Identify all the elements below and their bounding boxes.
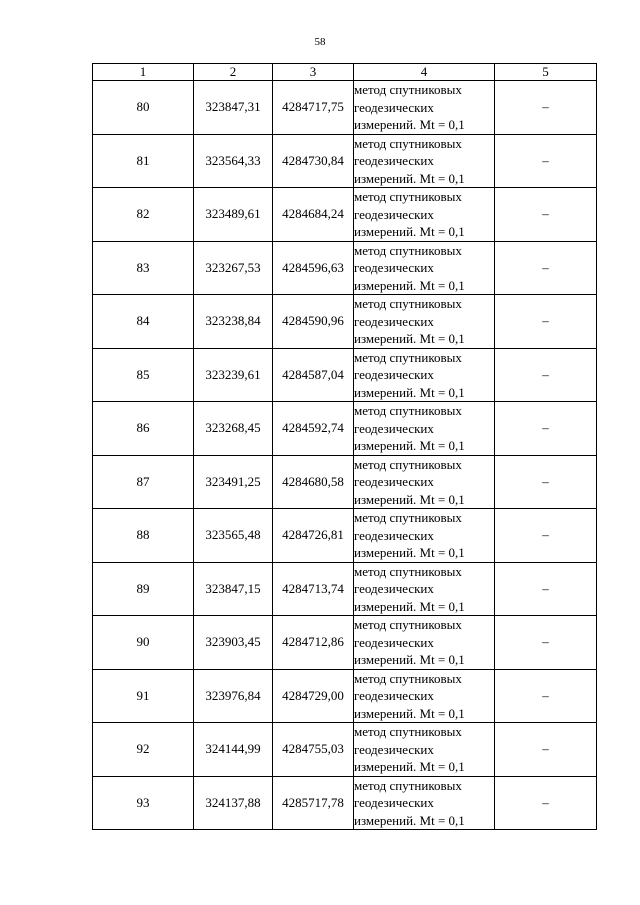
point-number-cell: 80 [93, 81, 194, 135]
method-line: геодезических [354, 688, 434, 703]
table-row [93, 616, 597, 670]
method-line: метод спутниковых [354, 617, 462, 632]
point-number-cell: 84 [93, 295, 194, 349]
method-line: геодезических [354, 474, 434, 489]
method-line: измерений. Mt = 0,1 [354, 812, 465, 828]
table-row [93, 509, 597, 563]
method-line: измерений. Mt = 0,1 [354, 170, 465, 186]
method-cell [354, 348, 495, 402]
method-line: метод спутниковых [354, 296, 462, 311]
y-coordinate-cell: 4284587,04 [273, 348, 354, 402]
method-cell [354, 188, 495, 242]
note-cell: – [495, 669, 597, 723]
x-coordinate-cell: 323239,61 [194, 348, 273, 402]
method-cell [354, 455, 495, 509]
method-line: измерений. Mt = 0,1 [354, 117, 465, 132]
method-line: измерений. Mt = 0,1 [354, 598, 465, 614]
method-line: метод спутниковых [354, 189, 462, 204]
header-col-1: 1 [93, 64, 194, 81]
page-number: 58 [314, 36, 326, 48]
y-coordinate-cell: 4284712,86 [273, 616, 354, 670]
x-coordinate-cell: 323847,31 [194, 81, 273, 135]
header-col-2: 2 [194, 64, 273, 81]
method-line: измерений. Mt = 0,1 [354, 491, 465, 507]
y-coordinate-cell: 4284755,03 [273, 723, 354, 777]
x-coordinate-cell: 323847,15 [194, 562, 273, 616]
method-line: метод спутниковых [354, 403, 462, 418]
method-line: геодезических [354, 741, 434, 757]
x-coordinate-cell: 323976,84 [194, 669, 273, 723]
point-number-cell: 82 [93, 188, 194, 242]
header-col-5: 5 [495, 64, 597, 81]
table-header [93, 64, 597, 81]
method-cell [354, 295, 495, 349]
table-row [93, 402, 597, 456]
point-number-cell: 85 [93, 348, 194, 402]
point-number-cell: 83 [93, 241, 194, 295]
note-cell: – [495, 81, 597, 135]
method-cell [354, 616, 495, 670]
x-coordinate-cell: 323565,48 [194, 509, 273, 563]
point-number-cell: 92 [93, 723, 194, 777]
note-cell: – [495, 723, 597, 777]
method-line: метод спутниковых [354, 777, 462, 793]
header-col-4: 4 [354, 64, 495, 81]
method-line: измерений. Mt = 0,1 [354, 224, 465, 239]
table-row [93, 295, 597, 349]
note-cell: – [495, 188, 597, 242]
y-coordinate-cell: 4284726,81 [273, 509, 354, 563]
y-coordinate-cell: 4284717,75 [273, 81, 354, 135]
y-coordinate-cell: 4284590,96 [273, 295, 354, 349]
y-coordinate-cell: 4284680,58 [273, 455, 354, 509]
table-row [93, 776, 597, 830]
method-cell [354, 669, 495, 723]
method-line: геодезических [354, 795, 434, 810]
table-row [93, 455, 597, 509]
method-line: геодезических [354, 420, 434, 436]
method-line: метод спутниковых [354, 724, 462, 739]
table-row [93, 188, 597, 242]
method-line: метод спутниковых [354, 563, 462, 579]
point-number-cell: 93 [93, 776, 194, 830]
note-cell: – [495, 616, 597, 670]
method-line: метод спутниковых [354, 82, 462, 97]
table-row [93, 134, 597, 188]
table-row [93, 562, 597, 616]
method-line: измерений. Mt = 0,1 [354, 438, 465, 453]
method-line: геодезических [354, 581, 434, 596]
table-row [93, 669, 597, 723]
x-coordinate-cell: 324137,88 [194, 776, 273, 830]
method-line: геодезических [354, 260, 434, 275]
method-line: метод спутниковых [354, 456, 462, 472]
method-line: метод спутниковых [354, 670, 462, 686]
note-cell: – [495, 455, 597, 509]
method-line: измерений. Mt = 0,1 [354, 705, 465, 721]
method-line: метод спутниковых [354, 135, 462, 151]
method-cell [354, 81, 495, 135]
point-number-cell: 90 [93, 616, 194, 670]
x-coordinate-cell: 323238,84 [194, 295, 273, 349]
x-coordinate-cell: 324144,99 [194, 723, 273, 777]
note-cell: – [495, 348, 597, 402]
method-line: геодезических [354, 99, 434, 115]
x-coordinate-cell: 323267,53 [194, 241, 273, 295]
method-line: измерений. Mt = 0,1 [354, 545, 465, 560]
method-cell [354, 776, 495, 830]
method-cell [354, 723, 495, 777]
x-coordinate-cell: 323489,61 [194, 188, 273, 242]
table-row [93, 241, 597, 295]
method-cell [354, 402, 495, 456]
x-coordinate-cell: 323903,45 [194, 616, 273, 670]
y-coordinate-cell: 4284729,00 [273, 669, 354, 723]
coordinates-table [92, 63, 597, 830]
y-coordinate-cell: 4285717,78 [273, 776, 354, 830]
note-cell: – [495, 295, 597, 349]
y-coordinate-cell: 4284684,24 [273, 188, 354, 242]
method-line: геодезических [354, 634, 434, 650]
point-number-cell: 86 [93, 402, 194, 456]
table-row [93, 723, 597, 777]
method-line: геодезических [354, 527, 434, 543]
note-cell: – [495, 776, 597, 830]
x-coordinate-cell: 323268,45 [194, 402, 273, 456]
method-line: метод спутниковых [354, 349, 462, 365]
method-line: измерений. Mt = 0,1 [354, 652, 465, 667]
method-line: геодезических [354, 313, 434, 329]
point-number-cell: 81 [93, 134, 194, 188]
x-coordinate-cell: 323491,25 [194, 455, 273, 509]
point-number-cell: 87 [93, 455, 194, 509]
table-row [93, 81, 597, 135]
note-cell: – [495, 241, 597, 295]
point-number-cell: 89 [93, 562, 194, 616]
method-line: измерений. Mt = 0,1 [354, 277, 465, 293]
y-coordinate-cell: 4284713,74 [273, 562, 354, 616]
point-number-cell: 88 [93, 509, 194, 563]
y-coordinate-cell: 4284592,74 [273, 402, 354, 456]
method-cell [354, 562, 495, 616]
table-row [93, 348, 597, 402]
note-cell: – [495, 509, 597, 563]
method-line: метод спутниковых [354, 510, 462, 525]
method-line: геодезических [354, 153, 434, 168]
point-number-cell: 91 [93, 669, 194, 723]
y-coordinate-cell: 4284596,63 [273, 241, 354, 295]
method-line: измерений. Mt = 0,1 [354, 384, 465, 400]
note-cell: – [495, 562, 597, 616]
y-coordinate-cell: 4284730,84 [273, 134, 354, 188]
header-col-3: 3 [273, 64, 354, 81]
method-cell [354, 134, 495, 188]
table-body [93, 81, 597, 830]
method-cell [354, 509, 495, 563]
method-line: метод спутниковых [354, 242, 462, 258]
x-coordinate-cell: 323564,33 [194, 134, 273, 188]
method-line: измерений. Mt = 0,1 [354, 759, 465, 774]
method-line: геодезических [354, 367, 434, 382]
method-line: геодезических [354, 206, 434, 222]
note-cell: – [495, 402, 597, 456]
method-line: измерений. Mt = 0,1 [354, 331, 465, 346]
method-cell [354, 241, 495, 295]
note-cell: – [495, 134, 597, 188]
